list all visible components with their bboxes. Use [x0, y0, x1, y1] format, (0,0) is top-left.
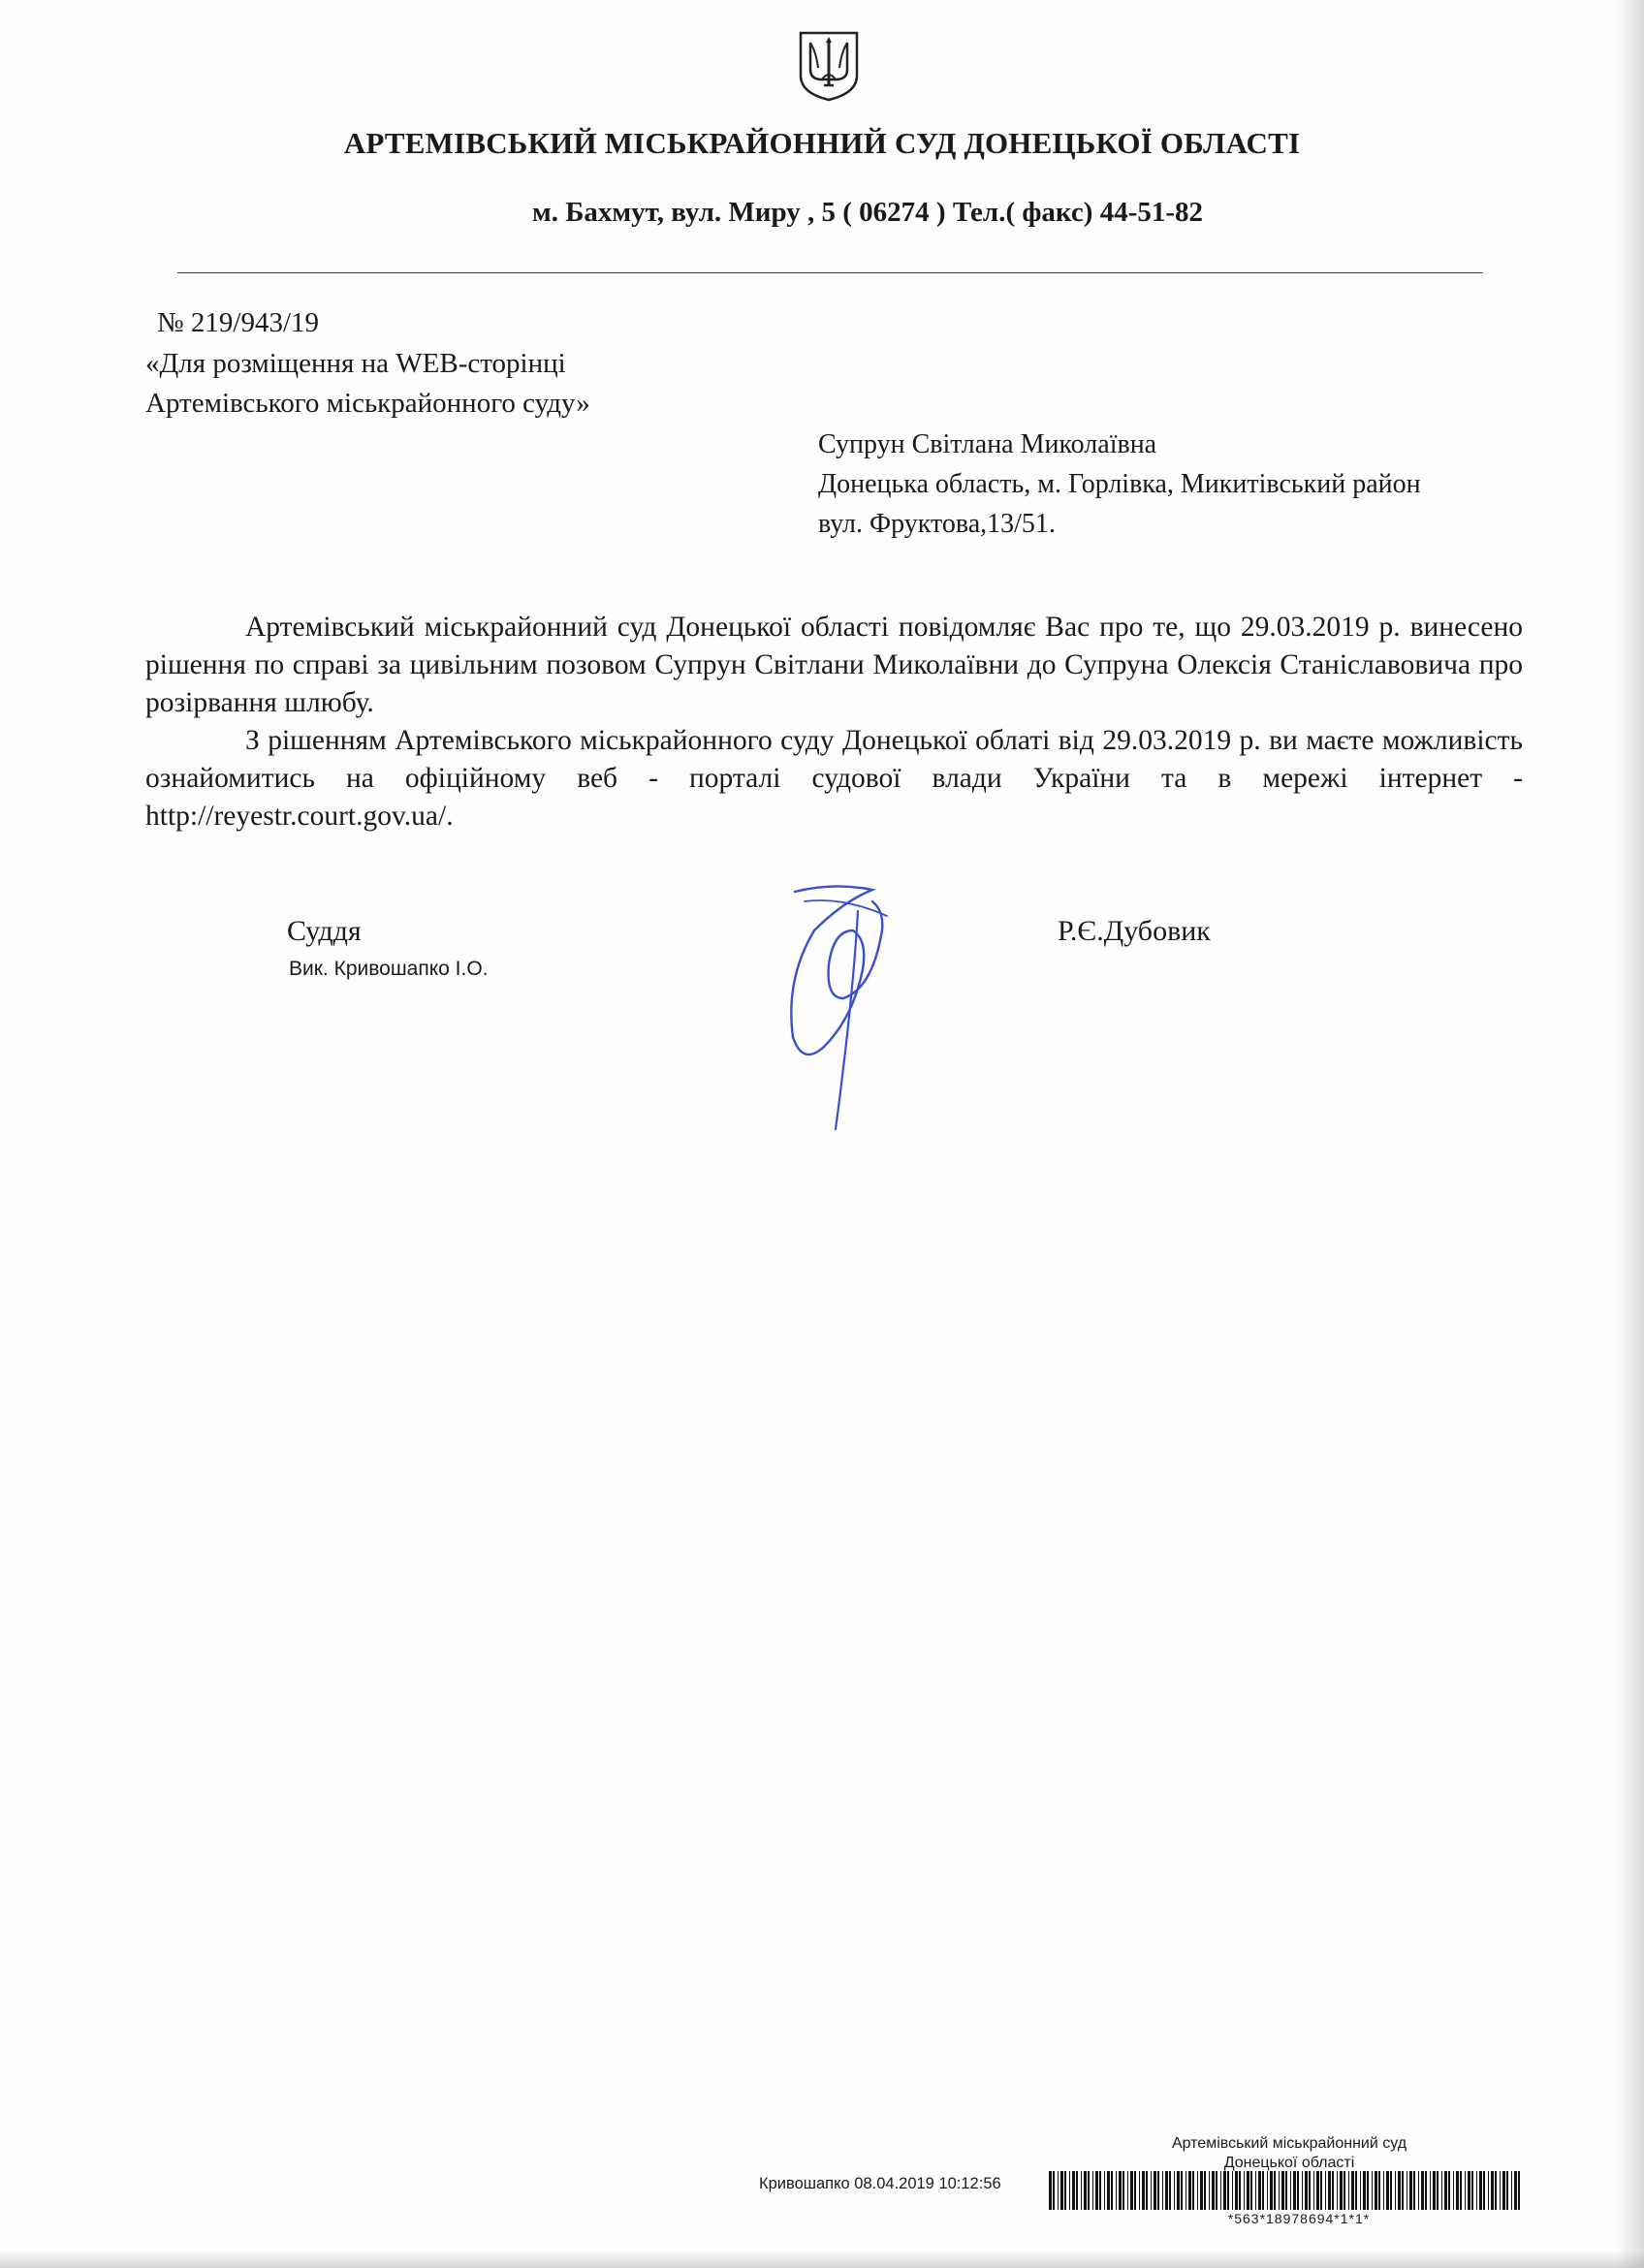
barcode-bar — [1386, 2171, 1389, 2210]
barcode-bar — [1212, 2171, 1215, 2210]
barcode-bar — [1281, 2171, 1284, 2210]
barcode-bar — [1488, 2171, 1489, 2210]
barcode-bar — [1460, 2171, 1462, 2210]
barcode-bar — [1197, 2171, 1198, 2210]
barcode-bar — [1425, 2171, 1427, 2210]
barcode-bar — [1250, 2171, 1252, 2210]
barcode-bar — [1491, 2171, 1494, 2210]
barcode-bar — [1142, 2171, 1145, 2210]
barcode-bar — [1058, 2171, 1059, 2210]
barcode-bar — [1274, 2171, 1276, 2210]
barcode-bar — [1476, 2171, 1477, 2210]
barcode-bar — [1095, 2171, 1098, 2210]
barcode-bar — [1049, 2171, 1052, 2210]
barcode-bar — [1468, 2171, 1470, 2210]
barcode-bar — [1390, 2171, 1392, 2210]
barcode-bar — [1227, 2171, 1229, 2210]
barcode-bar — [1285, 2171, 1287, 2210]
barcode-bar — [1444, 2171, 1447, 2210]
stamp-court-line: Артемівський міськрайонний суд — [1171, 2135, 1407, 2152]
court-address: м. Бахмут, вул. Миру , 5 ( 06274 ) Тел.( факс) 44-51-82 — [531, 197, 1204, 228]
barcode-bar — [1372, 2171, 1373, 2210]
barcode-bar — [1305, 2171, 1308, 2210]
barcode-bar — [1367, 2171, 1369, 2210]
barcode-bar — [1104, 2171, 1105, 2210]
addressee-name: Супрун Світлана Миколаївна — [818, 429, 1157, 459]
barcode-bar — [1122, 2171, 1124, 2210]
barcode-bar — [1111, 2171, 1113, 2210]
judge-name: Р.Є.Дубовик — [1058, 915, 1211, 947]
barcode-bar — [1192, 2171, 1194, 2210]
barcode-bar — [1092, 2171, 1093, 2210]
barcode-bar — [1119, 2171, 1122, 2210]
barcode-bar — [1069, 2171, 1070, 2210]
barcode-bar — [1328, 2171, 1331, 2210]
barcode-bar — [1320, 2171, 1322, 2210]
addressee-address-line: вул. Фруктова,13/51. — [818, 509, 1056, 539]
barcode-bar — [1340, 2171, 1343, 2210]
registry-stamp-court — [1144, 2134, 1435, 2173]
barcode-bar — [1363, 2171, 1366, 2210]
barcode-bar — [1471, 2171, 1473, 2210]
barcode-bar — [1116, 2171, 1117, 2210]
barcode-bar — [1518, 2171, 1520, 2210]
barcode-bar — [1502, 2171, 1505, 2210]
barcode-bar — [1134, 2171, 1136, 2210]
barcode-bar — [1247, 2171, 1249, 2210]
barcode-bar — [1495, 2171, 1497, 2210]
barcode-bar — [1325, 2171, 1326, 2210]
judge-label: Суддя — [287, 915, 362, 947]
barcode-bar — [1453, 2171, 1454, 2210]
barcode-bar — [1127, 2171, 1128, 2210]
barcode-bar — [1188, 2171, 1191, 2210]
barcode-bar — [1433, 2171, 1436, 2210]
case-number: № 219/943/19 — [157, 307, 320, 338]
barcode-bar — [1258, 2171, 1261, 2210]
barcode-bar — [1398, 2171, 1401, 2210]
barcode-bar — [1053, 2171, 1055, 2210]
addressee-block — [818, 425, 1421, 544]
barcode-bar — [1430, 2171, 1431, 2210]
barcode-bar — [1081, 2171, 1082, 2210]
barcode-bar — [1332, 2171, 1334, 2210]
barcode-bar — [1255, 2171, 1256, 2210]
barcode-bar — [1216, 2171, 1217, 2210]
barcode-bar — [1309, 2171, 1311, 2210]
registration-timestamp: Кривошапко 08.04.2019 10:12:56 — [759, 2175, 1001, 2192]
barcode-bar — [1313, 2171, 1314, 2210]
barcode-bar — [1157, 2171, 1159, 2210]
barcode-bar — [1223, 2171, 1226, 2210]
barcode-bar — [1204, 2171, 1206, 2210]
barcode-bar — [1169, 2171, 1171, 2210]
barcode-bar — [1418, 2171, 1419, 2210]
scan-shadow-bottom — [0, 2251, 1644, 2268]
barcode-bar — [1297, 2171, 1299, 2210]
barcode-bar — [1465, 2171, 1466, 2210]
barcode-number: *563*18978694*1*1* — [1227, 2211, 1371, 2226]
barcode-bar — [1130, 2171, 1133, 2210]
barcode-bar — [1511, 2171, 1512, 2210]
barcode-bar — [1239, 2171, 1241, 2210]
barcode-bar — [1235, 2171, 1238, 2210]
barcode-bar — [1441, 2171, 1442, 2210]
barcode-bar — [1154, 2171, 1156, 2210]
barcode-bar — [1064, 2171, 1066, 2210]
barcode-bar — [1514, 2171, 1517, 2210]
executor-name: Вик. Кривошапко І.О. — [289, 958, 489, 980]
notice-body — [145, 609, 1523, 835]
barcode-bar — [1413, 2171, 1415, 2210]
barcode-bar — [1351, 2171, 1354, 2210]
barcode-bar — [1437, 2171, 1438, 2210]
barcode-bar — [1084, 2171, 1087, 2210]
barcode-bar — [1344, 2171, 1345, 2210]
web-note-line: «Для розміщення на WEB-сторінці — [145, 348, 566, 379]
barcode-bar — [1088, 2171, 1090, 2210]
barcode-bar — [1162, 2171, 1163, 2210]
barcode-bar — [1375, 2171, 1377, 2210]
barcode-bar — [1232, 2171, 1233, 2210]
barcode-bar — [1220, 2171, 1221, 2210]
barcode-icon — [1049, 2171, 1524, 2210]
barcode-bar — [1290, 2171, 1291, 2210]
barcode-bar — [1448, 2171, 1450, 2210]
body-paragraph: Артемівський міськрайонний суд Донецької області повідомляє Вас про те, що 29.03.2019 р. винесено рішення по справі за цивільним позовом Супрун Світлани Миколаївни до Супруна Олексія Станіславовича про розірвання шлюбу. — [145, 612, 1523, 718]
barcode-bar — [1302, 2171, 1303, 2210]
barcode-bar — [1279, 2171, 1280, 2210]
barcode-bar — [1506, 2171, 1508, 2210]
trident-coat-of-arms-icon — [797, 29, 861, 103]
web-note-line: Артемівського міськрайонного суду» — [145, 388, 590, 419]
barcode-bar — [1500, 2171, 1501, 2210]
scan-shadow-edge — [1617, 0, 1644, 2268]
barcode-bar — [1107, 2171, 1110, 2210]
barcode-bar — [1360, 2171, 1361, 2210]
header-divider — [177, 272, 1483, 273]
barcode-bar — [1267, 2171, 1268, 2210]
barcode-bar — [1146, 2171, 1148, 2210]
barcode-bar — [1293, 2171, 1296, 2210]
barcode-bar — [1395, 2171, 1396, 2210]
barcode-bar — [1456, 2171, 1459, 2210]
barcode-bar — [1076, 2171, 1078, 2210]
barcode-bar — [1174, 2171, 1175, 2210]
barcode-bar — [1151, 2171, 1152, 2210]
handwritten-signature-icon — [775, 872, 911, 1134]
barcode-bar — [1409, 2171, 1412, 2210]
barcode-bar — [1483, 2171, 1485, 2210]
barcode-bar — [1200, 2171, 1203, 2210]
barcode-bar — [1244, 2171, 1245, 2210]
barcode-bar — [1337, 2171, 1338, 2210]
barcode-bar — [1378, 2171, 1380, 2210]
barcode-bar — [1181, 2171, 1183, 2210]
barcode-bar — [1209, 2171, 1210, 2210]
body-paragraph: З рішенням Артемівського міськрайонного суду Донецької облаті від 29.03.2019 р. ви маєте можливість ознайомитись на офіційному веб - порталі судової влади України та в мережі інтернет - http://reyestr.court.gov.ua/. — [145, 725, 1523, 832]
barcode-bar — [1165, 2171, 1168, 2210]
barcode-bar — [1099, 2171, 1101, 2210]
court-title: АРТЕМІВСЬКИЙ МІСЬКРАЙОННИЙ СУД ДОНЕЦЬКОЇ ОБЛАСТІ — [343, 126, 1301, 160]
barcode-bar — [1479, 2171, 1482, 2210]
barcode-bar — [1355, 2171, 1357, 2210]
barcode-bar — [1139, 2171, 1140, 2210]
addressee-address-line: Донецька область, м. Горлівка, Микитівський район — [818, 469, 1421, 499]
barcode-bar — [1316, 2171, 1319, 2210]
barcode-bar — [1072, 2171, 1075, 2210]
barcode-bar — [1421, 2171, 1424, 2210]
barcode-bar — [1383, 2171, 1384, 2210]
web-publication-note — [145, 344, 590, 424]
barcode-bar — [1177, 2171, 1180, 2210]
barcode-bar — [1262, 2171, 1264, 2210]
barcode-bar — [1348, 2171, 1349, 2210]
barcode-bar — [1270, 2171, 1273, 2210]
barcode-bar — [1060, 2171, 1063, 2210]
stamp-court-line: Донецької області — [1223, 2155, 1355, 2171]
barcode-bar — [1402, 2171, 1404, 2210]
